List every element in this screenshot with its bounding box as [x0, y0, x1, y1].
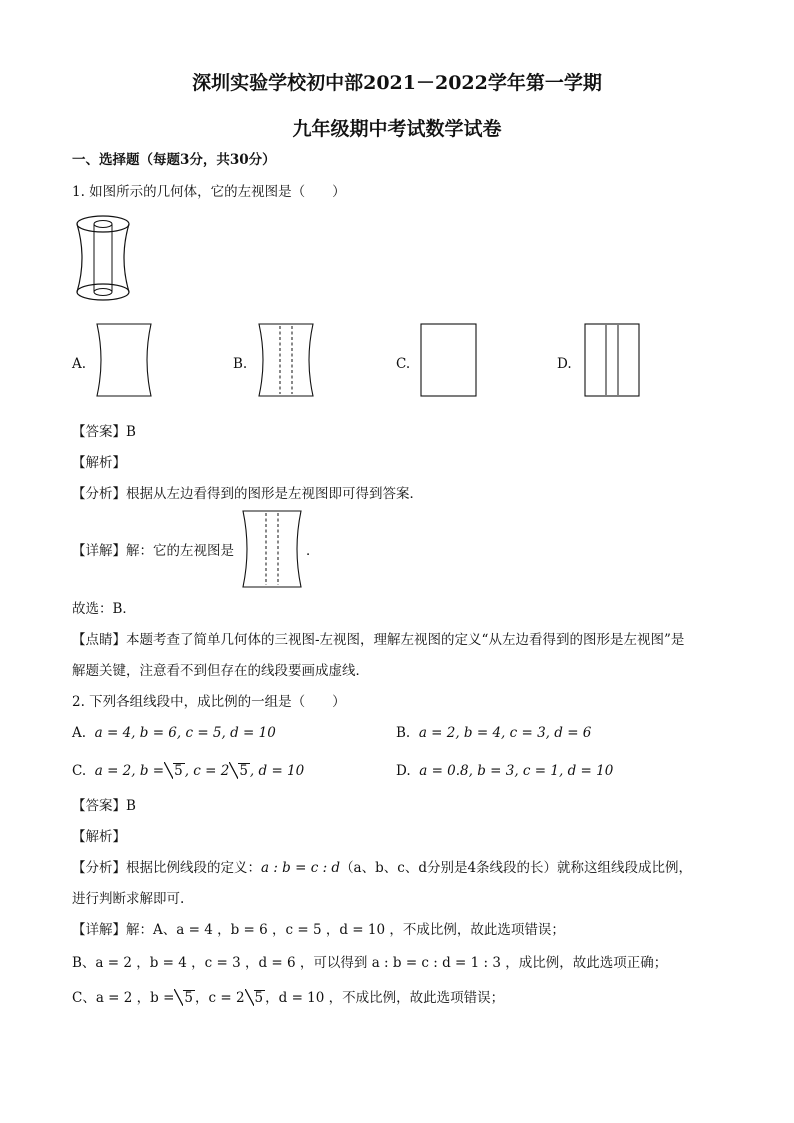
q1-detail: 【详解】解：它的左视图是	[72, 543, 234, 559]
q2-analysis-tag: 【解析】	[72, 829, 126, 845]
q1-option-c-label: C.	[396, 356, 411, 372]
q2-fenxi-line1: 【分析】根据比例线段的定义：a : b = c : d（a、b、c、d分别是4条线段的长）就称这组线段成比例，	[72, 860, 693, 876]
q1-option-a-label: A.	[72, 356, 87, 372]
q1-option-d-label: D.	[557, 356, 572, 372]
q1-comment-line2: 解题关键，注意看不到但存在的线段要画成虚线．	[72, 663, 369, 679]
q2-option-d: D. a = 0.8, b = 3, c = 1, d = 10	[396, 763, 614, 779]
q1-option-a-figure	[96, 323, 154, 397]
q1-fenxi: 【分析】根据从左边看得到的图形是左视图即可得到答案．	[72, 486, 423, 502]
q2-stem: 2. 下列各组线段中，成比例的一组是（ ）	[72, 694, 346, 710]
q1-stem: 1. 如图所示的几何体，它的左视图是（ ）	[72, 184, 346, 200]
q1-option-b-figure	[258, 323, 316, 397]
q2-detail-c: C、a = 2 ，b = 5 ，c = 2 5 ，d = 10 ，不成比例，故此选项错误；	[72, 990, 505, 1006]
page-title: 深圳实验学校初中部2021－2022学年第一学期	[192, 72, 602, 94]
q1-option-c-figure	[420, 323, 478, 397]
q2-option-c: C. a = 2, b = 5 , c = 2 5 , d = 10	[72, 763, 305, 779]
q1-answer: 【答案】B	[72, 424, 136, 440]
q1-comment-line1: 【点睛】本题考查了简单几何体的三视图-左视图，理解左视图的定义“从左边看得到的图形是左视图”是	[72, 632, 685, 648]
page-subtitle: 九年级期中考试数学试卷	[292, 118, 502, 140]
q2-option-a: A. a = 4, b = 6, c = 5, d = 10	[72, 725, 276, 741]
section-heading: 一、选择题（每题3分，共30分）	[72, 152, 276, 168]
q2-detail-b: B、a = 2 ，b = 4 ，c = 3 ，d = 6 ，可以得到 a : b = c : d = 1 : 3 ，成比例，故此选项正确；	[72, 955, 668, 971]
q1-detail-end: ．	[306, 543, 320, 559]
q1-option-d-figure	[584, 323, 642, 397]
q1-solid-figure	[72, 212, 142, 304]
q2-detail-a: 【详解】解：A、a = 4 ，b = 6 ，c = 5 ，d = 10 ，不成比例，故此选项错误；	[72, 922, 565, 938]
q1-choose: 故选：B．	[72, 601, 136, 617]
q1-option-b-label: B.	[233, 356, 248, 372]
q2-fenxi-line2: 进行判断求解即可.	[72, 891, 185, 907]
q2-answer: 【答案】B	[72, 798, 136, 814]
q1-detail-figure	[242, 510, 304, 588]
q1-analysis-tag: 【解析】	[72, 455, 126, 471]
q2-option-b: B. a = 2, b = 4, c = 3, d = 6	[396, 725, 592, 741]
